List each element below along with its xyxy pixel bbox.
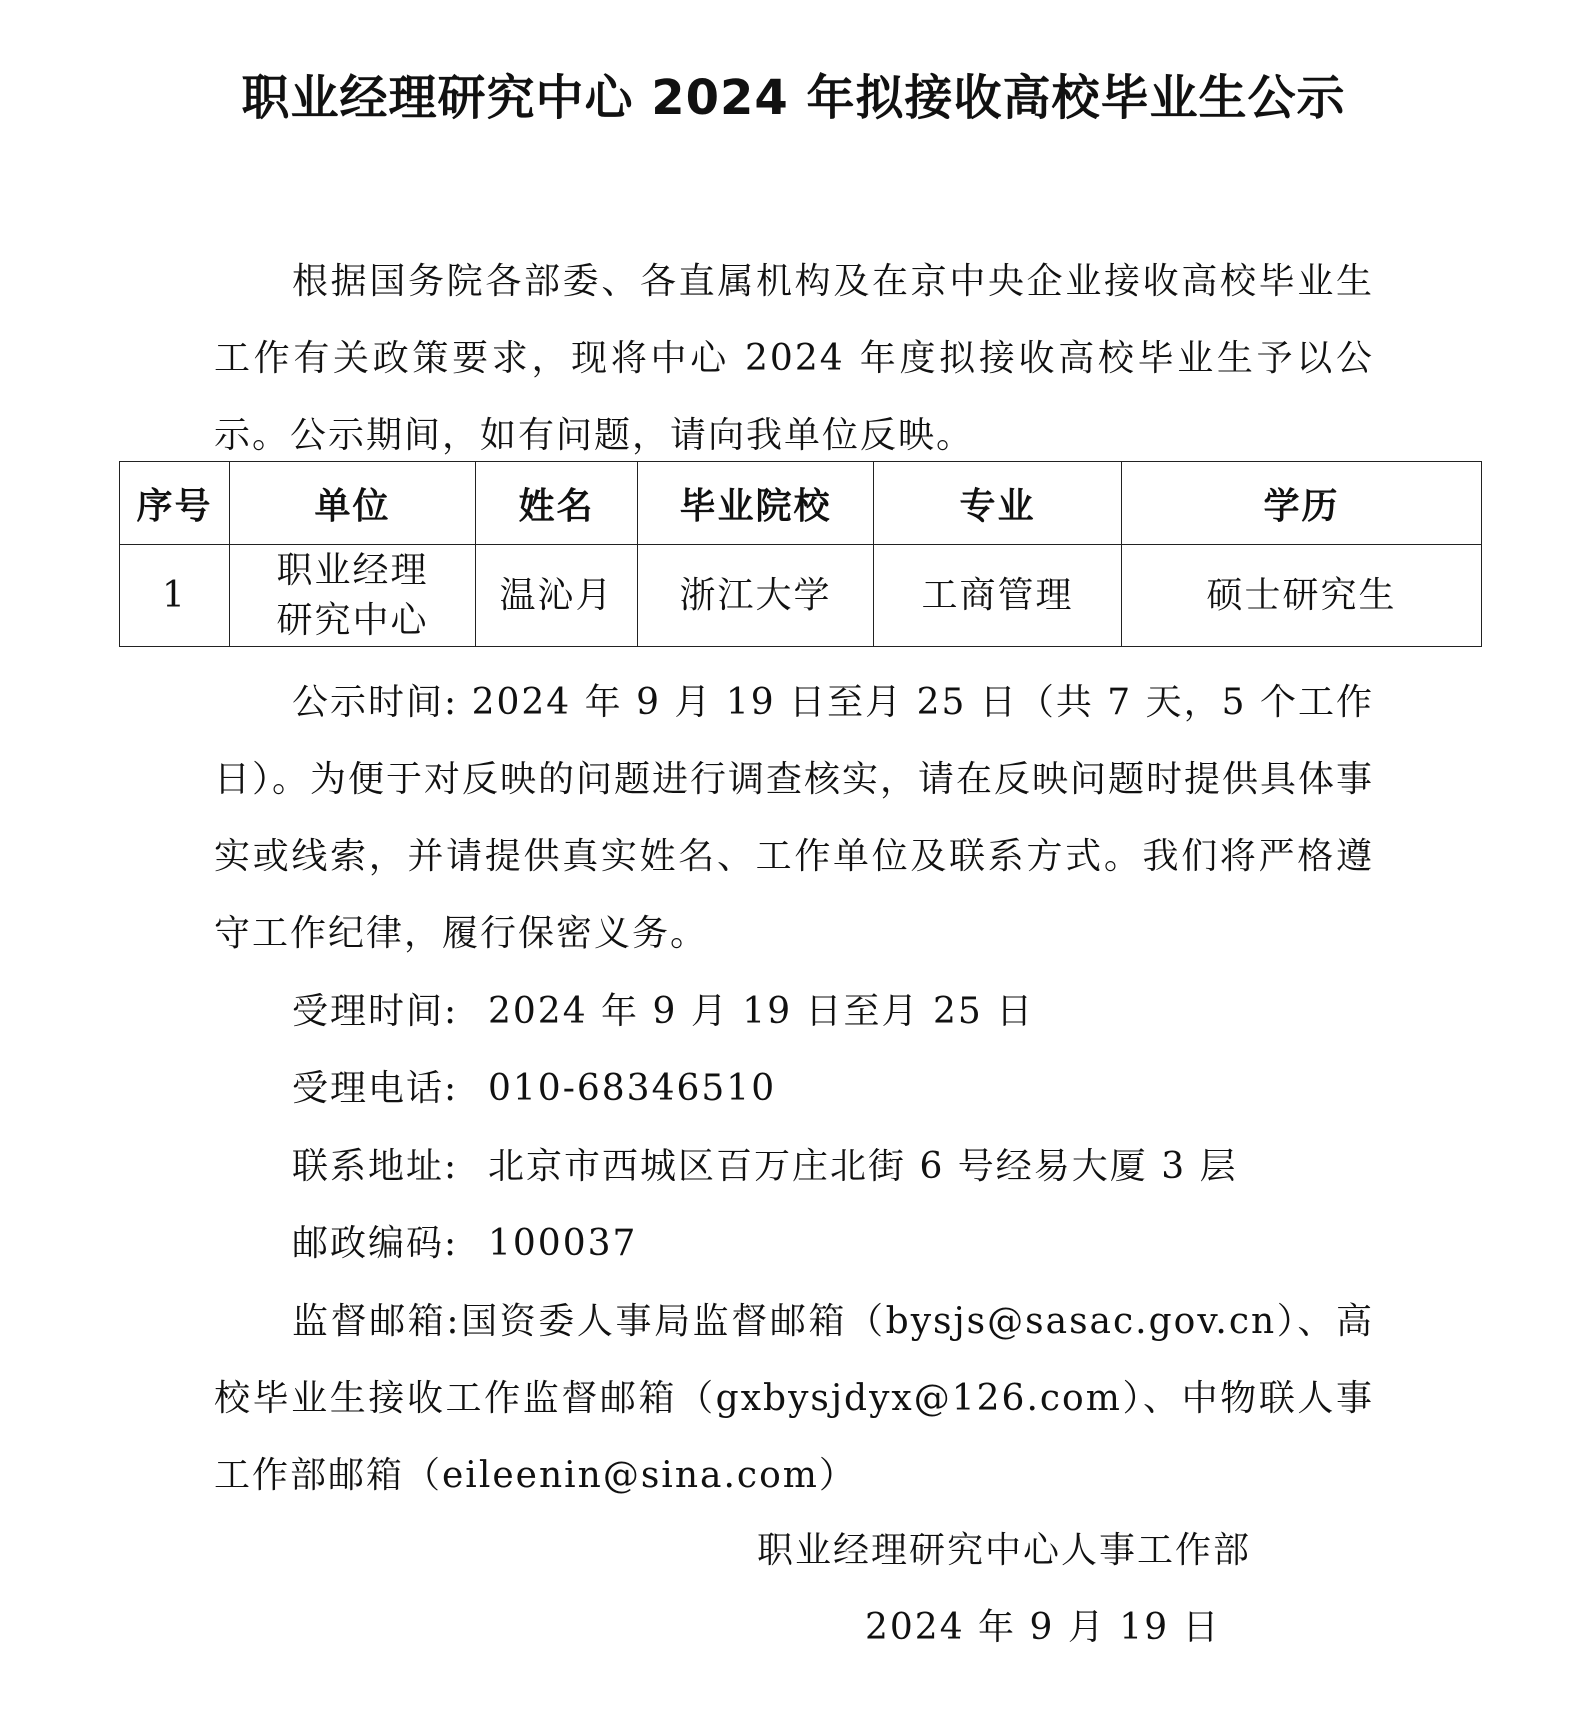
notice-period-paragraph: 公示时间: 2024 年 9 月 19 日至月 25 日（共 7 天，5 个工作日）。为便于对反映的问题进行调查核实，请在反映问题时提供具体事实或线索，并请提供真实姓名、工作单位及联系方式。我们将严格遵守工作纪律，履行保密义务。	[214, 682, 1375, 954]
signature-date: 2024 年 9 月 19 日	[865, 1607, 1221, 1648]
cell-unit-line2: 研究中心	[276, 599, 429, 641]
postcode-value: 100037	[488, 1223, 638, 1264]
header-name: 姓名	[476, 462, 638, 545]
cell-unit	[230, 545, 476, 647]
postcode-label: 邮政编码:	[292, 1223, 459, 1264]
intro-paragraph: 根据国务院各部委、各直属机构及在京中央企业接收高校毕业生工作有关政策要求，现将中心 2024 年度拟接收高校毕业生予以公示。公示期间，如有问题，请向我单位反映。	[214, 261, 1374, 456]
page-title: 职业经理研究中心 2024 年拟接收高校毕业生公示	[241, 70, 1346, 126]
cell-degree: 硕士研究生	[1122, 545, 1482, 647]
signature-department: 职业经理研究中心人事工作部	[757, 1530, 1252, 1571]
header-unit: 单位	[230, 462, 476, 545]
cell-index: 1	[120, 545, 230, 647]
cell-school: 浙江大学	[638, 545, 874, 647]
accept-time-line	[214, 973, 1374, 1050]
phone-label: 受理电话:	[292, 1068, 459, 1109]
accept-time-label: 受理时间:	[292, 991, 459, 1032]
postcode-line	[214, 1205, 1374, 1282]
cell-name: 温沁月	[476, 545, 638, 647]
supervision-paragraph	[214, 1283, 1374, 1514]
header-index: 序号	[120, 462, 230, 545]
address-value: 北京市西城区百万庄北街 6 号经易大厦 3 层	[488, 1146, 1238, 1187]
phone-value: 010-68346510	[488, 1068, 777, 1109]
header-school: 毕业院校	[638, 462, 874, 545]
supervision-label: 监督邮箱:	[292, 1301, 461, 1342]
table-row	[120, 545, 1482, 647]
header-degree: 学历	[1122, 462, 1482, 545]
supervision-value: 国资委人事局监督邮箱（bysjs@sasac.gov.cn）、高校毕业生接收工作监督邮箱（gxbysjdyx@126.com）、中物联人事工作部邮箱（eileenin@sina.com）	[214, 1301, 1374, 1496]
header-major: 专业	[874, 462, 1122, 545]
address-line	[214, 1128, 1374, 1205]
address-label: 联系地址:	[292, 1146, 459, 1187]
phone-line	[214, 1050, 1374, 1127]
cell-unit-line1: 职业经理	[276, 549, 429, 591]
table-header-row	[120, 462, 1482, 545]
accept-time-value: 2024 年 9 月 19 日至月 25 日	[488, 991, 1035, 1032]
graduate-table	[119, 461, 1482, 647]
cell-major: 工商管理	[874, 545, 1122, 647]
